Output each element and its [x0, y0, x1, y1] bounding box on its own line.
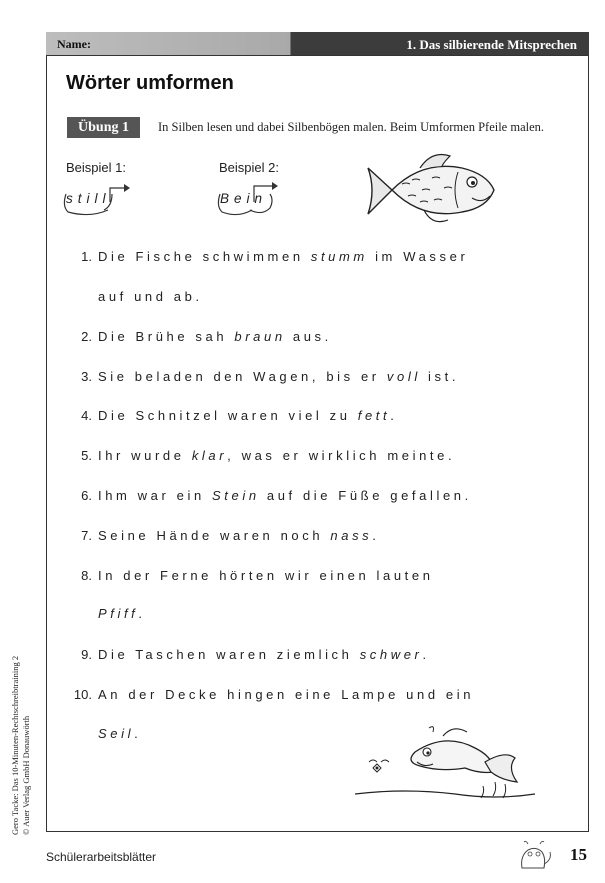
worksheet-frame — [46, 32, 589, 832]
target-word: voll — [386, 369, 421, 384]
jumping-fish-illustration — [345, 722, 535, 812]
sentence-2 — [68, 329, 332, 344]
sentence-8-continuation — [98, 606, 146, 621]
sentence-6 — [68, 488, 472, 503]
page-title: Wörter umformen — [66, 72, 234, 94]
sentence-text: Die Schnitzel waren viel zu — [98, 408, 358, 423]
sentence-text: Ihr wurde — [98, 448, 192, 463]
sentence-5 — [68, 448, 455, 463]
sentence-text: auf die Füße gefallen. — [259, 488, 472, 503]
target-word: Seil — [98, 726, 135, 741]
sentence-number: 5. — [81, 448, 92, 463]
page-number: 15 — [570, 845, 587, 864]
sentence-1-continuation: auf und ab. — [98, 289, 203, 304]
exercise-instruction: In Silben lesen und dabei Silbenbögen malen. Beim Umformen Pfeile malen. — [158, 120, 545, 134]
sentence-text: In der Ferne hörten wir einen lauten — [98, 568, 434, 583]
example-2-word: Bein — [220, 191, 268, 206]
sentence-text: . — [138, 606, 146, 621]
sentence-number: 8. — [81, 568, 92, 583]
target-word: fett — [357, 408, 391, 423]
target-word: stumm — [310, 249, 368, 264]
sentence-text: ist. — [420, 369, 460, 384]
target-word: nass — [330, 528, 373, 543]
sentence-text: Seine Hände waren noch — [98, 528, 331, 543]
publisher-credit — [10, 656, 32, 835]
name-field-label: Name: — [57, 37, 91, 51]
mascot-icon — [516, 838, 554, 874]
chapter-title: 1. Das silbierende Mitsprechen — [406, 37, 577, 52]
sentence-number: 3. — [81, 369, 92, 384]
sentence-number: 10. — [73, 687, 92, 702]
sentence-text: Die Brühe sah — [98, 329, 235, 344]
sentence-text: Die Fische schwimmen — [98, 249, 311, 264]
example-2-syllable-arcs — [214, 180, 294, 220]
sentence-text: An der Decke hingen eine Lampe und ein — [98, 687, 475, 702]
fish-illustration — [362, 150, 502, 232]
sentence-9 — [68, 647, 430, 662]
example-1-word: still — [66, 191, 111, 206]
example-1-label: Beispiel 1: — [66, 160, 126, 175]
sentence-number: 6. — [81, 488, 92, 503]
sentence-number: 9. — [81, 647, 92, 662]
footer-label: Schülerarbeitsblätter — [46, 850, 157, 864]
sentence-text: . — [134, 726, 142, 741]
sentence-text: Die Taschen waren ziemlich — [98, 647, 360, 662]
sentence-text: aus. — [285, 329, 332, 344]
sentence-number: 7. — [81, 528, 92, 543]
example-1-syllable-arcs — [60, 180, 140, 220]
sentence-10-continuation — [98, 726, 141, 741]
sentence-8 — [68, 568, 434, 583]
sentence-number: 4. — [81, 408, 92, 423]
sentence-text: Ihm war ein — [98, 488, 213, 503]
exercise-badge: Übung 1 — [67, 117, 140, 138]
sentence-text: im Wasser — [367, 249, 469, 264]
credit-line-1: Gero Tacke: Das 10-Minuten-Rechtschreibtraining 2 — [10, 655, 20, 835]
sentence-number: 1. — [81, 249, 92, 264]
sentence-text: . — [422, 647, 430, 662]
sentence-text: . — [390, 408, 398, 423]
target-word: braun — [234, 329, 286, 344]
sentence-text: , was er wirklich meinte. — [227, 448, 456, 463]
sentence-3 — [68, 369, 459, 384]
sentence-number: 2. — [81, 329, 92, 344]
target-word: Pfiff — [98, 606, 139, 621]
target-word: schwer — [359, 647, 423, 662]
sentence-10 — [68, 687, 474, 702]
sentence-7 — [68, 528, 380, 543]
sentence-1 — [68, 249, 468, 264]
example-2-label: Beispiel 2: — [219, 160, 279, 175]
sentence-text: . — [372, 528, 380, 543]
target-word: klar — [191, 448, 228, 463]
credit-line-2: © Auer Verlag GmbH Donauwörth — [21, 715, 31, 835]
target-word: Stein — [212, 488, 260, 503]
sentence-4 — [68, 408, 397, 423]
sentence-text: Sie beladen den Wagen, bis er — [98, 369, 387, 384]
